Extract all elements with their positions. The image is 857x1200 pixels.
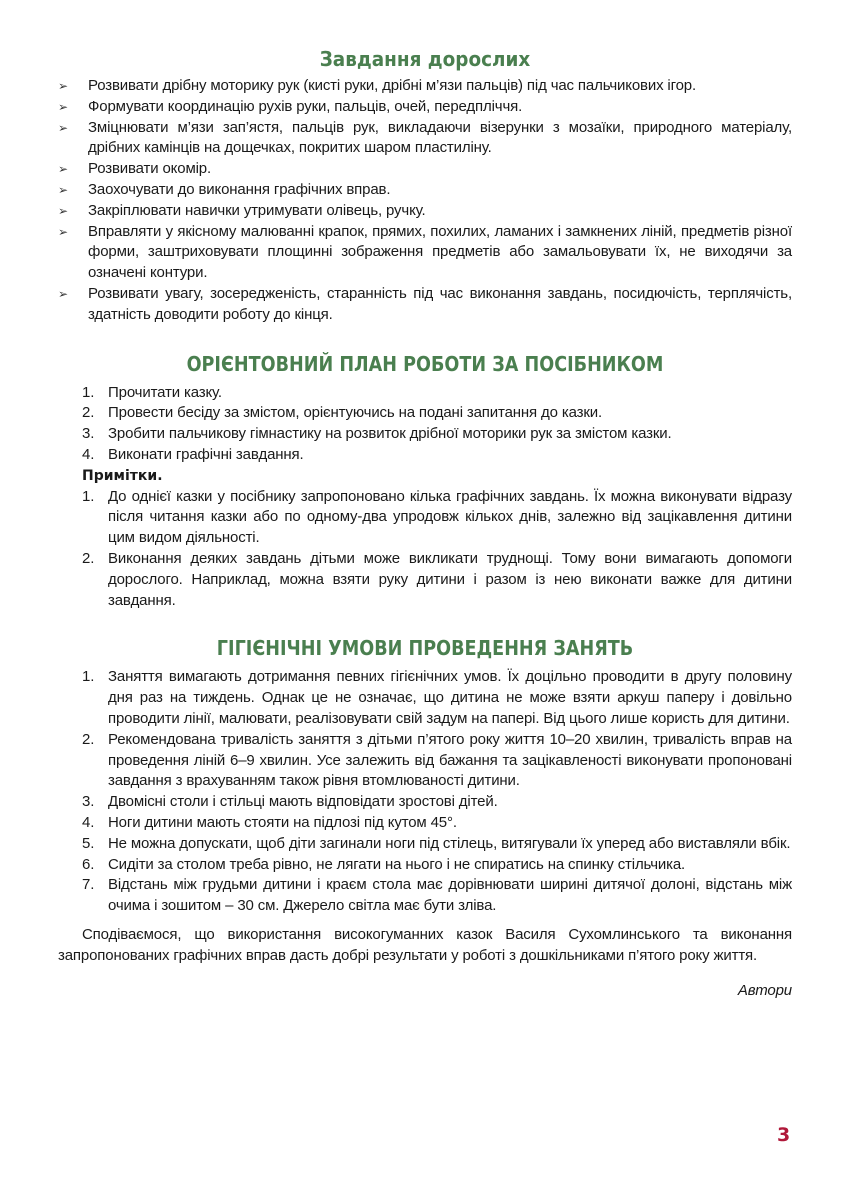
list-item xyxy=(58,424,792,445)
list-item xyxy=(58,284,792,326)
arrow-bullet-icon: ➢ xyxy=(58,120,68,135)
list-item-text: Двомісні столи і стільці мають відповідати зростові дітей. xyxy=(108,793,498,811)
list-item xyxy=(58,730,792,792)
list-item-text: Розвивати окомір. xyxy=(88,160,211,178)
list-item xyxy=(58,855,792,876)
list-number: 7. xyxy=(82,876,95,894)
list-item xyxy=(58,180,792,201)
list-number: 2. xyxy=(82,730,95,748)
list-item-text: Сидіти за столом треба рівно, не лягати на нього і не спиратись на спинку стільчика. xyxy=(108,855,686,873)
list-item xyxy=(58,487,792,549)
list-number: 3. xyxy=(82,793,95,811)
list-number: 4. xyxy=(82,813,95,831)
closing-paragraph: Сподіваємося, що використання високогуманних казок Василя Сухомлинського та виконання запропонованих графічних вправ дасть добрі результати у роботі з дошкільниками п’ятого року життя. xyxy=(58,925,792,964)
work-plan-heading: ОРІЄНТОВНИЙ ПЛАН РОБОТИ ЗА ПОСІБНИКОМ xyxy=(186,351,664,376)
list-item-text: Формувати координацію рухів руки, пальців, очей, передпліччя. xyxy=(88,97,523,115)
list-item-text: До однієї казки у посібнику запропоновано кілька графічних завдань. Їх можна виконувати відразу після читання казки або по одному-два упродовж кількох днів, залежно від зацікавлення дитини цим видом діяльності. xyxy=(108,487,792,547)
list-number: 1. xyxy=(82,487,95,505)
list-item-text: Ноги дитини мають стояти на підлозі під кутом 45°. xyxy=(108,813,457,831)
arrow-bullet-icon: ➢ xyxy=(58,203,68,218)
list-item-text: Зміцнювати м’язи зап’ястя, пальців рук, викладаючи візерунки з мозаїки, природного матеріалу, дрібних камінців на дощечках, покритих шаром пластиліну. xyxy=(88,118,792,157)
list-number: 2. xyxy=(82,549,95,567)
list-item-text: Виконати графічні завдання. xyxy=(108,445,304,463)
list-item xyxy=(58,118,792,160)
list-item xyxy=(58,549,792,611)
list-item xyxy=(58,383,792,404)
list-item xyxy=(58,76,792,97)
list-number: 1. xyxy=(82,668,95,686)
adult-tasks-list xyxy=(58,76,792,326)
hygiene-heading: ГІГІЄНІЧНІ УМОВИ ПРОВЕДЕННЯ ЗАНЯТЬ xyxy=(216,636,634,661)
arrow-bullet-icon: ➢ xyxy=(58,79,68,93)
page-content xyxy=(58,44,792,1002)
list-item-text: Розвивати увагу, зосередженість, старанність під час виконання завдань, посидючість, терплячість, здатність доводити роботу до кінця. xyxy=(88,284,792,323)
list-item xyxy=(58,834,792,855)
list-item-text: Заохочувати до виконання графічних вправ. xyxy=(88,180,391,198)
hygiene-list xyxy=(58,667,792,917)
list-item-text: Провести бесіду за змістом, орієнтуючись на подані запитання до казки. xyxy=(108,404,602,422)
list-item xyxy=(58,792,792,813)
list-item-text: Розвивати дрібну моторику рук (кисті руки, дрібні м’язи пальців) під час пальчикових ігор. xyxy=(88,77,697,94)
list-item-text: Зробити пальчикову гімнастику на розвиток дрібної моторики рук за змістом казки. xyxy=(108,425,672,443)
list-item xyxy=(58,445,792,466)
work-plan-list xyxy=(58,383,792,466)
notes-list xyxy=(58,487,792,612)
list-number: 5. xyxy=(82,834,95,852)
page-number: 3 xyxy=(777,1124,791,1146)
list-number: 2. xyxy=(82,404,95,422)
list-item xyxy=(58,159,792,180)
list-number: 3. xyxy=(82,425,95,443)
list-item-text: Не можна допускати, щоб діти загинали ноги під стілець, витягували їх уперед або виставляли вбік. xyxy=(108,834,791,852)
arrow-bullet-icon: ➢ xyxy=(58,224,68,239)
notes-label: Примітки. xyxy=(82,467,163,484)
list-item-text: Прочитати казку. xyxy=(108,383,222,401)
list-item-text: Рекомендована тривалість заняття з дітьми п’ятого року життя 10–20 хвилин, тривалість вправ на проведення ліній 6–9 хвилин. Усе залежить від бажання та зацікавленості виконувати пропоновані завдання з врахуванням також рівня втомлюваності дитини. xyxy=(108,730,792,790)
list-item-text: Вправляти у якісному малюванні крапок, прямих, похилих, ламаних і замкнених ліній, предметів різної форми, заштриховувати площинні зображення предметів або замальовувати їх, не виходячи за означені контури. xyxy=(88,222,792,282)
list-item xyxy=(58,403,792,424)
list-item-text: Закріплювати навички утримувати олівець, ручку. xyxy=(88,201,426,219)
arrow-bullet-icon: ➢ xyxy=(58,286,68,301)
list-item xyxy=(58,97,792,118)
adult-tasks-heading: Завдання дорослих xyxy=(319,47,531,71)
list-number: 1. xyxy=(82,383,95,401)
list-item xyxy=(58,222,792,284)
list-item-text: Заняття вимагають дотримання певних гігієнічних умов. Їх доцільно проводити в другу половину дня раз на тиждень. Однак це не означає, що дитина не може взяти аркуш паперу і довільно проводити лінії, малювати, реалізовувати свій задум на папері. Від цього лише користь для дитини. xyxy=(108,668,792,727)
list-number: 6. xyxy=(82,855,95,873)
list-item xyxy=(58,201,792,222)
arrow-bullet-icon: ➢ xyxy=(58,182,68,197)
signature: Автори xyxy=(737,982,792,1000)
list-number: 4. xyxy=(82,445,95,463)
arrow-bullet-icon: ➢ xyxy=(58,99,68,114)
list-item xyxy=(58,875,792,917)
arrow-bullet-icon: ➢ xyxy=(58,162,68,177)
list-item-text: Виконання деяких завдань дітьми може викликати труднощі. Тому вони вимагають допомоги дорослого. Наприклад, можна взяти руку дитини і разом із нею виконати важке для дитини завдання. xyxy=(108,549,792,609)
list-item xyxy=(58,813,792,834)
list-item-text: Відстань між грудьми дитини і краєм стола має дорівнювати ширині дитячої долоні, відстань між очима і зошитом – 30 см. Джерело світла має бути зліва. xyxy=(108,876,792,915)
list-item xyxy=(58,667,792,729)
